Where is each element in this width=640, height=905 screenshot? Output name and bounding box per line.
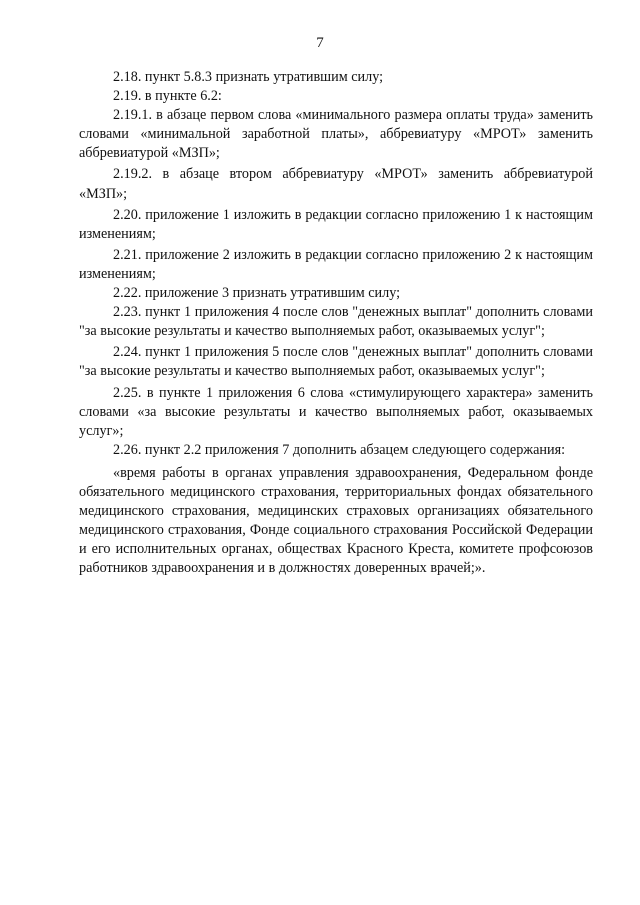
paragraph-2-19-1: 2.19.1. в абзаце первом слова «минимального размера оплаты труда» заменить словами «минимальной заработной платы», аббревиатуру «МРОТ» заменить аббревиатурой «МЗП»; — [79, 107, 593, 162]
paragraph-2-20: 2.20. приложение 1 изложить в редакции согласно приложению 1 к настоящим изменениям; — [79, 206, 593, 242]
paragraph-2-21: 2.21. приложение 2 изложить в редакции согласно приложению 2 к настоящим изменениям; — [79, 246, 593, 282]
paragraph-2-19-2: 2.19.2. в абзаце втором аббревиатуру «МРОТ» заменить аббревиатурой «МЗП»; — [79, 166, 593, 202]
paragraph-2-18: 2.18. пункт 5.8.3 признать утратившим силу; — [113, 69, 384, 85]
paragraph-2-22: 2.22. приложение 3 признать утратившим силу; — [113, 285, 401, 302]
paragraph-2-19: 2.19. в пункте 6.2: — [113, 88, 222, 105]
paragraph-quoted-addition: «время работы в органах управления здравоохранения, Федеральном фонде обязательного медицинского страхования, территориальных фондах обязательного медицинского страхования, медицинских страховых организациях обязательного медицинского страхования, Фонде социального страхования Российской Федерации и его исполнительных органах, обществах Красного Креста, комитете профсоюзов работников здравоохранения и в должностях доверенных врачей;». — [79, 464, 593, 577]
paragraph-2-24: 2.24. пункт 1 приложения 5 после слов "денежных выплат" дополнить словами "за высокие результаты и качество выполняемых работ, оказываемых услуг"; — [79, 344, 593, 380]
document-body — [79, 68, 593, 578]
page-number: 7 — [316, 35, 324, 51]
paragraph-2-23: 2.23. пункт 1 приложения 4 после слов "денежных выплат" дополнить словами "за высокие результаты и качество выполняемых работ, оказываемых услуг"; — [79, 304, 593, 340]
paragraph-2-26: 2.26. пункт 2.2 приложения 7 дополнить абзацем следующего содержания: — [113, 441, 566, 458]
paragraph-2-25: 2.25. в пункте 1 приложения 6 слова «стимулирующего характера» заменить словами «за высокие результаты и качество выполняемых работ, оказываемых услуг»; — [79, 384, 593, 439]
